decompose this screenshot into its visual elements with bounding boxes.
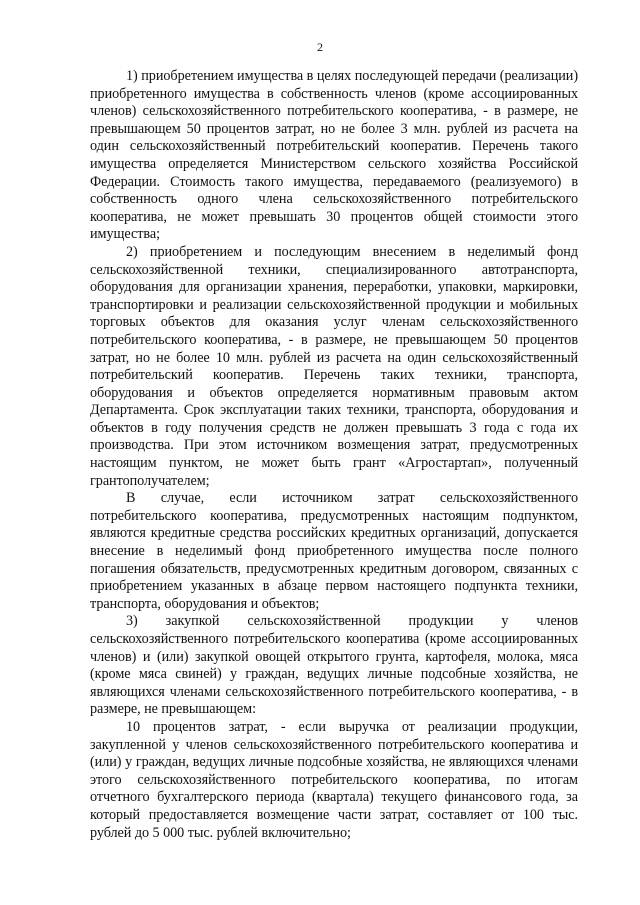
page-number: 2 — [317, 40, 323, 54]
document-body — [90, 68, 578, 842]
paragraph-item-2-indivisible-fund: 2) приобретением и последующим внесением в неделимый фонд сельскохозяйственной техники, специализированного автотранспорта, оборудования для организации хранения, переработки, упаковки, маркировки, транспортировки и реализации сельскохозяйственной продукции и мобильных торговых объектов для оказания услуг членам сельскохозяйственного потребительского кооператива, - в размере, не превышающем 50 процентов затрат, но не более 10 млн. рублей из расчета на один сельскохозяйственный потребительский кооператив. Перечень таких техники, транспорта, оборудования и объектов определяется нормативным правовым актом Департамента. Срок эксплуатации таких техники, транспорта, оборудования и объектов в году получения средств не должен превышать 3 года с года их производства. При этом источником возмещения затрат, предусмотренных настоящим пунктом, не может быть грант «Агростартап», полученный грантополучателем; — [90, 243, 578, 489]
paragraph-item-1-property-acquisition: 1) приобретением имущества в целях последующей передачи (реализации) приобретенного имущества в собственность членов (кроме ассоциированных членов) сельскохозяйственного потребительского кооператива, - в размере, не превышающем 50 процентов затрат, но не более 3 млн. рублей из расчета на один сельскохозяйственный потребительский кооператив. Перечень такого имущества определяется Министерством сельского хозяйства Российской Федерации. Стоимость такого имущества, передаваемого (реализуемого) в собственность одного члена сельскохозяйственного потребительского кооператива, не может превышать 30 процентов общей стоимости этого имущества; — [90, 68, 578, 243]
paragraph-ten-percent-costs: 10 процентов затрат, - если выручка от реализации продукции, закупленной у членов сельскохозяйственного потребительского кооператива и (или) у граждан, ведущих личные подсобные хозяйства, не являющихся членами этого сельскохозяйственного потребительского кооператива, по итогам отчетного бухгалтерского периода (квартала) текущего финансового года, за который предоставляется возмещение части затрат, составляет от 100 тыс. рублей до 5 000 тыс. рублей включительно; — [90, 718, 578, 841]
paragraph-credit-funds-case: В случае, если источником затрат сельскохозяйственного потребительского кооператива, предусмотренных настоящим подпунктом, являются кредитные средства российских кредитных организаций, допускается внесение в неделимый фонд приобретенного имущества после полного погашения обязательств, предусмотренных кредитным договором, связанных с приобретением указанных в абзаце первом настоящего подпункта техники, транспорта, оборудования и объектов; — [90, 490, 578, 612]
paragraph-item-3-procurement: 3) закупкой сельскохозяйственной продукции у членов сельскохозяйственного потребительского кооператива (кроме ассоциированных членов) и (или) закупкой овощей открытого грунта, картофеля, молока, мяса (кроме мяса свиней) у граждан, ведущих личные подсобные хозяйства, не являющихся членами сельскохозяйственного потребительского кооператива, - в размере, не превышающем: — [90, 613, 578, 718]
